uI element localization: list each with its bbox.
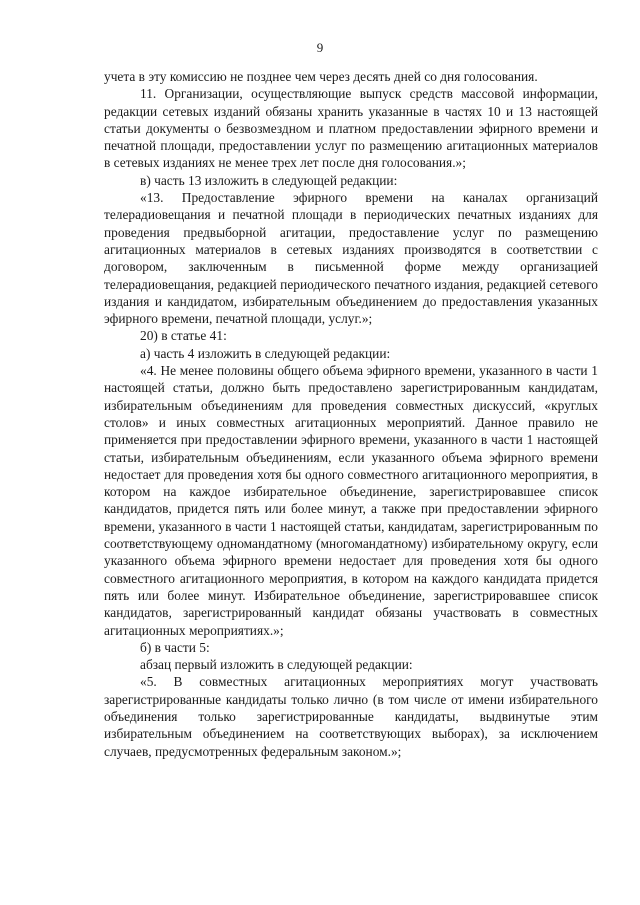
page-number: 9	[316, 40, 324, 55]
paragraph-continuation: учета в эту комиссию не позднее чем через десять дней со дня голосования.	[104, 69, 538, 84]
paragraph-subclause-a: а) часть 4 изложить в следующей редакции:	[140, 345, 391, 361]
paragraph-clause-4: «4. Не менее половины общего объема эфирного времени, указанного в части 1 настоящей статьи, должно быть предоставлено зарегистрированным кандидатам, избирательным объединениям для проведения совместных дискуссий, «круглых столов» и иных совместных агитационных мероприятий. Данное правило не применяется при предоставлении эфирного времени, указанного в части 1 настоящей статьи, избирательным объединениям, если указанного объема эфирного времени недостает для проведения хотя бы одного совместного агитационного мероприятия, в котором на каждое избирательное объединение, зарегистрировавшее список кандидатов, придется пять или более минут, а также при предоставлении эфирного времени, указанного в части 1 настоящей статьи, кандидатам, зарегистрированным по соответствующему одномандатному (многомандатному) избирательному округу, если указанного объема эфирного времени недостает для проведения хотя бы одного совместного агитационного мероприятия, в котором на каждого кандидата придется пять или более минут. Избирательное объединение, зарегистрировавшее список кандидатов, зарегистрированный кандидат обязаны участвовать в совместных агитационных мероприятиях.»;	[104, 363, 598, 638]
paragraph-subclause-v: в) часть 13 изложить в следующей редакции:	[140, 172, 398, 188]
paragraph-subclause-b: б) в части 5:	[140, 639, 210, 655]
document-body	[104, 68, 598, 760]
paragraph-first-abzac: абзац первый изложить в следующей редакции:	[140, 657, 413, 673]
paragraph-clause-11: 11. Организации, осуществляющие выпуск средств массовой информации, редакции сетевых изданий обязаны хранить указанные в частях 10 и 13 настоящей статьи документы о безвозмездном и платном предоставлении эфирного времени и печатной площади, предоставлении услуг по размещению агитационных материалов в сетевых изданиях не менее трех лет после дня голосования.»;	[104, 86, 598, 171]
paragraph-clause-5: «5. В совместных агитационных мероприятиях могут участвовать зарегистрированные кандидаты только лично (в том числе от имени избирательного объединения только зарегистрированные кандидаты, выдвинутые этим избирательным объединением на соответствующих выборах), за исключением случаев, предусмотренных федеральным законом.»;	[104, 674, 598, 759]
paragraph-clause-13: «13. Предоставление эфирного времени на каналах организаций телерадиовещания и печатной площади в периодических печатных изданиях для проведения предвыборной агитации, предоставление услуг по размещению агитационных материалов в сетевых изданиях производятся в соответствии с договором, заключенным в письменной форме между организацией телерадиовещания, редакцией периодического печатного издания, редакцией сетевого издания и кандидатом, избирательным объединением до предоставления указанных эфирного времени, печатной площади, услуг.»;	[104, 190, 598, 327]
paragraph-item-20: 20) в статье 41:	[140, 328, 227, 344]
